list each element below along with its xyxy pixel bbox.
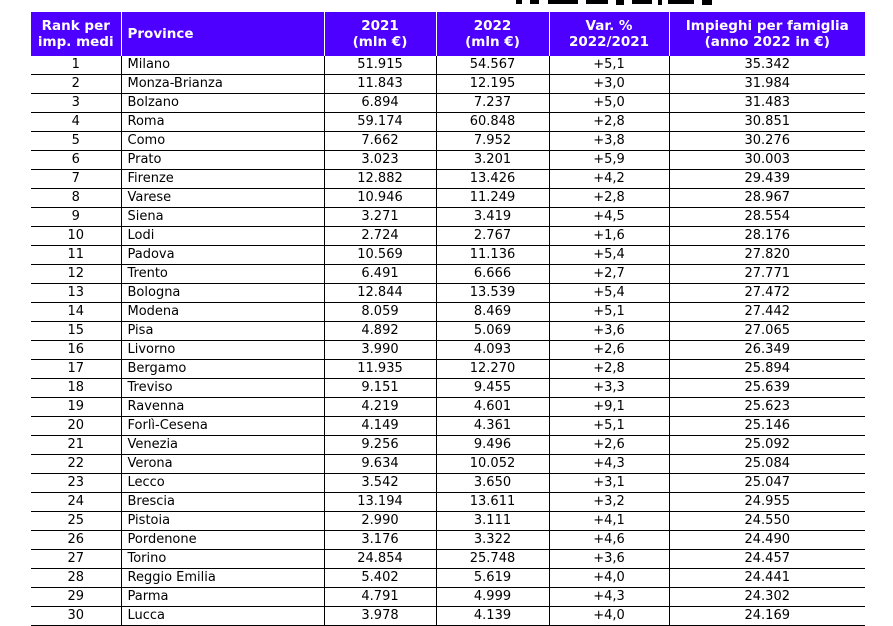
rank-cell: 15 [31, 322, 121, 341]
per-family-cell: 27.472 [669, 284, 865, 303]
rank-cell: 6 [31, 151, 121, 170]
province-cell: Roma [121, 113, 324, 132]
table-row [31, 56, 865, 75]
per-family-cell: 24.457 [669, 550, 865, 569]
variation-cell: +2,8 [549, 360, 669, 379]
value-2022-cell: 6.666 [436, 265, 549, 284]
table-row [31, 398, 865, 417]
rank-cell: 16 [31, 341, 121, 360]
province-cell: Siena [121, 208, 324, 227]
variation-cell: +2,8 [549, 189, 669, 208]
rank-cell: 24 [31, 493, 121, 512]
value-2022-cell: 2.767 [436, 227, 549, 246]
variation-cell: +4,1 [549, 512, 669, 531]
rank-cell: 10 [31, 227, 121, 246]
value-2021-cell: 3.542 [324, 474, 436, 493]
value-2022-cell: 7.952 [436, 132, 549, 151]
table-row [31, 569, 865, 588]
table-row [31, 417, 865, 436]
value-2021-cell: 4.149 [324, 417, 436, 436]
value-2021-cell: 3.990 [324, 341, 436, 360]
variation-cell: +4,3 [549, 455, 669, 474]
province-cell: Lecco [121, 474, 324, 493]
rank-cell: 5 [31, 132, 121, 151]
province-cell: Modena [121, 303, 324, 322]
variation-cell: +4,6 [549, 531, 669, 550]
per-family-cell: 30.276 [669, 132, 865, 151]
value-2021-cell: 2.724 [324, 227, 436, 246]
province-cell: Como [121, 132, 324, 151]
province-cell: Bologna [121, 284, 324, 303]
value-2021-cell: 9.256 [324, 436, 436, 455]
value-2022-cell: 7.237 [436, 94, 549, 113]
header-row [31, 12, 865, 56]
value-2021-cell: 2.990 [324, 512, 436, 531]
province-cell: Bergamo [121, 360, 324, 379]
value-2021-cell: 4.219 [324, 398, 436, 417]
table-row [31, 474, 865, 493]
per-family-cell: 30.003 [669, 151, 865, 170]
table-row [31, 436, 865, 455]
per-family-cell: 35.342 [669, 56, 865, 75]
rank-cell: 4 [31, 113, 121, 132]
rank-cell: 28 [31, 569, 121, 588]
province-cell: Trento [121, 265, 324, 284]
value-2022-cell: 9.455 [436, 379, 549, 398]
province-cell: Brescia [121, 493, 324, 512]
per-family-cell: 25.092 [669, 436, 865, 455]
variation-cell: +1,6 [549, 227, 669, 246]
rank-cell: 2 [31, 75, 121, 94]
variation-cell: +5,9 [549, 151, 669, 170]
province-cell: Ravenna [121, 398, 324, 417]
table-row [31, 170, 865, 189]
per-family-cell: 31.483 [669, 94, 865, 113]
table-row [31, 132, 865, 151]
variation-cell: +3,0 [549, 75, 669, 94]
value-2022-cell: 13.539 [436, 284, 549, 303]
value-2021-cell: 12.882 [324, 170, 436, 189]
value-2022-cell: 4.361 [436, 417, 549, 436]
rank-cell: 9 [31, 208, 121, 227]
value-2022-cell: 9.496 [436, 436, 549, 455]
rank-cell: 17 [31, 360, 121, 379]
value-2022-cell: 13.611 [436, 493, 549, 512]
value-2022-cell: 12.270 [436, 360, 549, 379]
variation-cell: +2,6 [549, 341, 669, 360]
value-2022-cell: 4.999 [436, 588, 549, 607]
rank-cell: 30 [31, 607, 121, 626]
table-row [31, 94, 865, 113]
value-2021-cell: 7.662 [324, 132, 436, 151]
table-row [31, 189, 865, 208]
table-row [31, 227, 865, 246]
variation-cell: +5,1 [549, 56, 669, 75]
province-cell: Firenze [121, 170, 324, 189]
province-cell: Monza-Brianza [121, 75, 324, 94]
rank-cell: 1 [31, 56, 121, 75]
table-row [31, 360, 865, 379]
rank-cell: 25 [31, 512, 121, 531]
variation-cell: +3,6 [549, 550, 669, 569]
table-row [31, 113, 865, 132]
header-2021: 2021 (mln €) [324, 12, 436, 56]
table-row [31, 246, 865, 265]
per-family-cell: 25.894 [669, 360, 865, 379]
province-cell: Parma [121, 588, 324, 607]
per-family-cell: 31.984 [669, 75, 865, 94]
per-family-cell: 25.047 [669, 474, 865, 493]
province-loans-table [31, 12, 865, 626]
value-2021-cell: 10.569 [324, 246, 436, 265]
province-cell: Pistoia [121, 512, 324, 531]
value-2022-cell: 12.195 [436, 75, 549, 94]
value-2022-cell: 3.111 [436, 512, 549, 531]
value-2021-cell: 4.892 [324, 322, 436, 341]
variation-cell: +2,6 [549, 436, 669, 455]
value-2022-cell: 3.201 [436, 151, 549, 170]
per-family-cell: 25.084 [669, 455, 865, 474]
value-2022-cell: 4.139 [436, 607, 549, 626]
per-family-cell: 25.639 [669, 379, 865, 398]
value-2022-cell: 10.052 [436, 455, 549, 474]
variation-cell: +3,1 [549, 474, 669, 493]
table-row [31, 455, 865, 474]
value-2022-cell: 5.619 [436, 569, 549, 588]
variation-cell: +5,4 [549, 284, 669, 303]
value-2021-cell: 9.151 [324, 379, 436, 398]
per-family-cell: 29.439 [669, 170, 865, 189]
value-2021-cell: 13.194 [324, 493, 436, 512]
value-2022-cell: 11.136 [436, 246, 549, 265]
value-2022-cell: 13.426 [436, 170, 549, 189]
province-cell: Torino [121, 550, 324, 569]
rank-cell: 26 [31, 531, 121, 550]
value-2022-cell: 4.093 [436, 341, 549, 360]
value-2022-cell: 3.650 [436, 474, 549, 493]
rank-cell: 22 [31, 455, 121, 474]
per-family-cell: 27.065 [669, 322, 865, 341]
value-2021-cell: 12.844 [324, 284, 436, 303]
value-2021-cell: 4.791 [324, 588, 436, 607]
variation-cell: +4,2 [549, 170, 669, 189]
province-cell: Padova [121, 246, 324, 265]
province-cell: Livorno [121, 341, 324, 360]
table-row [31, 303, 865, 322]
province-cell: Prato [121, 151, 324, 170]
variation-cell: +2,7 [549, 265, 669, 284]
variation-cell: +4,3 [549, 588, 669, 607]
table-row [31, 531, 865, 550]
per-family-cell: 24.441 [669, 569, 865, 588]
value-2021-cell: 6.894 [324, 94, 436, 113]
variation-cell: +4,0 [549, 607, 669, 626]
rank-cell: 29 [31, 588, 121, 607]
province-cell: Reggio Emilia [121, 569, 324, 588]
variation-cell: +5,0 [549, 94, 669, 113]
value-2021-cell: 5.402 [324, 569, 436, 588]
province-cell: Venezia [121, 436, 324, 455]
header-variation: Var. % 2022/2021 [549, 12, 669, 56]
province-cell: Verona [121, 455, 324, 474]
per-family-cell: 30.851 [669, 113, 865, 132]
province-cell: Milano [121, 56, 324, 75]
variation-cell: +3,2 [549, 493, 669, 512]
table-row [31, 75, 865, 94]
table-row [31, 493, 865, 512]
value-2021-cell: 3.023 [324, 151, 436, 170]
per-family-cell: 28.554 [669, 208, 865, 227]
rank-cell: 8 [31, 189, 121, 208]
variation-cell: +3,6 [549, 322, 669, 341]
rank-cell: 23 [31, 474, 121, 493]
header-per-family: Impieghi per famiglia (anno 2022 in €) [669, 12, 865, 56]
table-row [31, 322, 865, 341]
rank-cell: 21 [31, 436, 121, 455]
rank-cell: 20 [31, 417, 121, 436]
table-row [31, 208, 865, 227]
rank-cell: 18 [31, 379, 121, 398]
value-2021-cell: 10.946 [324, 189, 436, 208]
per-family-cell: 24.490 [669, 531, 865, 550]
value-2021-cell: 11.843 [324, 75, 436, 94]
value-2021-cell: 11.935 [324, 360, 436, 379]
table-row [31, 341, 865, 360]
value-2021-cell: 3.176 [324, 531, 436, 550]
variation-cell: +4,0 [549, 569, 669, 588]
province-cell: Lodi [121, 227, 324, 246]
variation-cell: +3,8 [549, 132, 669, 151]
per-family-cell: 25.623 [669, 398, 865, 417]
table-row [31, 512, 865, 531]
province-cell: Lucca [121, 607, 324, 626]
table-row [31, 588, 865, 607]
header-2022: 2022 (mln €) [436, 12, 549, 56]
rank-cell: 13 [31, 284, 121, 303]
header-province: Province [121, 12, 324, 56]
value-2022-cell: 4.601 [436, 398, 549, 417]
cropped-heading-fragment [0, 0, 893, 8]
table-row [31, 550, 865, 569]
rank-cell: 27 [31, 550, 121, 569]
variation-cell: +5,1 [549, 417, 669, 436]
variation-cell: +2,8 [549, 113, 669, 132]
value-2022-cell: 25.748 [436, 550, 549, 569]
value-2021-cell: 9.634 [324, 455, 436, 474]
province-cell: Pordenone [121, 531, 324, 550]
per-family-cell: 24.169 [669, 607, 865, 626]
table-row [31, 151, 865, 170]
rank-cell: 7 [31, 170, 121, 189]
rank-cell: 14 [31, 303, 121, 322]
per-family-cell: 27.442 [669, 303, 865, 322]
variation-cell: +5,4 [549, 246, 669, 265]
value-2021-cell: 6.491 [324, 265, 436, 284]
rank-cell: 11 [31, 246, 121, 265]
table-body [31, 56, 865, 626]
province-cell: Forlì-Cesena [121, 417, 324, 436]
table-row [31, 284, 865, 303]
per-family-cell: 27.771 [669, 265, 865, 284]
province-cell: Treviso [121, 379, 324, 398]
per-family-cell: 24.550 [669, 512, 865, 531]
value-2021-cell: 3.978 [324, 607, 436, 626]
value-2022-cell: 54.567 [436, 56, 549, 75]
value-2021-cell: 24.854 [324, 550, 436, 569]
table-row [31, 265, 865, 284]
variation-cell: +5,1 [549, 303, 669, 322]
value-2021-cell: 51.915 [324, 56, 436, 75]
value-2021-cell: 8.059 [324, 303, 436, 322]
rank-cell: 3 [31, 94, 121, 113]
value-2022-cell: 11.249 [436, 189, 549, 208]
rank-cell: 12 [31, 265, 121, 284]
rank-cell: 19 [31, 398, 121, 417]
per-family-cell: 27.820 [669, 246, 865, 265]
per-family-cell: 24.955 [669, 493, 865, 512]
header-rank: Rank per imp. medi [31, 12, 121, 56]
value-2022-cell: 5.069 [436, 322, 549, 341]
variation-cell: +4,5 [549, 208, 669, 227]
per-family-cell: 24.302 [669, 588, 865, 607]
value-2022-cell: 3.419 [436, 208, 549, 227]
value-2022-cell: 3.322 [436, 531, 549, 550]
value-2022-cell: 60.848 [436, 113, 549, 132]
variation-cell: +3,3 [549, 379, 669, 398]
per-family-cell: 26.349 [669, 341, 865, 360]
per-family-cell: 25.146 [669, 417, 865, 436]
province-cell: Bolzano [121, 94, 324, 113]
value-2021-cell: 3.271 [324, 208, 436, 227]
province-cell: Pisa [121, 322, 324, 341]
table-header [31, 12, 865, 56]
per-family-cell: 28.967 [669, 189, 865, 208]
province-cell: Varese [121, 189, 324, 208]
table-row [31, 607, 865, 626]
value-2021-cell: 59.174 [324, 113, 436, 132]
table-row [31, 379, 865, 398]
per-family-cell: 28.176 [669, 227, 865, 246]
variation-cell: +9,1 [549, 398, 669, 417]
value-2022-cell: 8.469 [436, 303, 549, 322]
